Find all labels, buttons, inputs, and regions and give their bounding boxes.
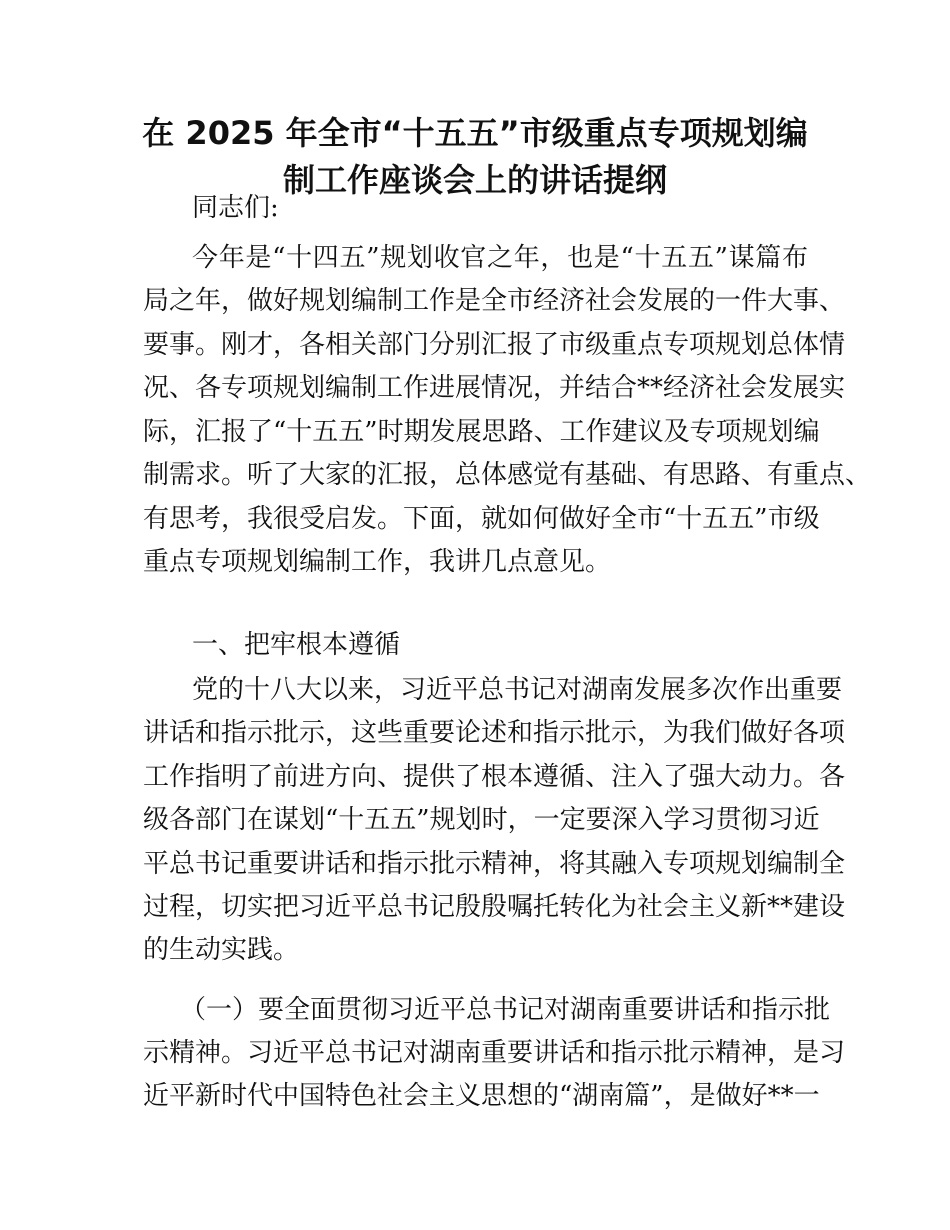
subsection-heading-1: （一）要全面贯彻习近平总书记对湖南重要讲话和指示批 [180,995,831,1025]
document-title-line-1: 在 2025 年全市“十五五”市级重点专项规划编 [142,114,808,152]
document-title-line-2: 制工作座谈会上的讲话提纲 [282,161,667,199]
paragraph-2-line: 平总书记重要讲话和指示批示精神，将其融入专项规划编制全 [143,849,846,879]
paragraph-1-line: 今年是“十四五”规划收官之年，也是“十五五”谋篇布 [192,243,808,273]
paragraph-1-line: 有思考，我很受启发。下面，就如何做好全市“十五五”市级 [143,504,820,534]
paragraph-1-line: 局之年，做好规划编制工作是全市经济社会发展的一件大事、 [143,286,846,316]
paragraph-2-line: 级各部门在谋划“十五五”规划时，一定要深入学习贯彻习近 [143,805,820,835]
paragraph-3-line: 示精神。习近平总书记对湖南重要讲话和指示批示精神，是习 [143,1038,846,1068]
paragraph-2-line: 的生动实践。 [143,935,300,965]
paragraph-2-line: 党的十八大以来，习近平总书记对湖南发展多次作出重要 [192,675,843,705]
paragraph-1-line: 际，汇报了“十五五”时期发展思路、工作建议及专项规划编 [143,417,820,447]
paragraph-1-line: 况、各专项规划编制工作进展情况，并结合**经济社会发展实 [143,373,846,403]
paragraph-1-line: 制需求。听了大家的汇报，总体感觉有基础、有思路、有重点、 [143,460,872,490]
paragraph-2-line: 工作指明了前进方向、提供了根本遵循、注入了强大动力。各 [143,762,846,792]
paragraph-2-line: 讲话和指示批示，这些重要论述和指示批示，为我们做好各项 [143,718,846,748]
paragraph-1-line: 重点专项规划编制工作，我讲几点意见。 [143,547,612,577]
section-heading-1: 一、把牢根本遵循 [192,630,401,660]
paragraph-3-line: 近平新时代中国特色社会主义思想的“湖南篇”，是做好**一 [143,1081,820,1111]
paragraph-2-line: 过程，切实把习近平总书记殷殷嘱托转化为社会主义新**建设 [143,892,846,922]
greeting: 同志们: [192,193,279,223]
paragraph-1-line: 要事。刚才，各相关部门分别汇报了市级重点专项规划总体情 [143,330,846,360]
